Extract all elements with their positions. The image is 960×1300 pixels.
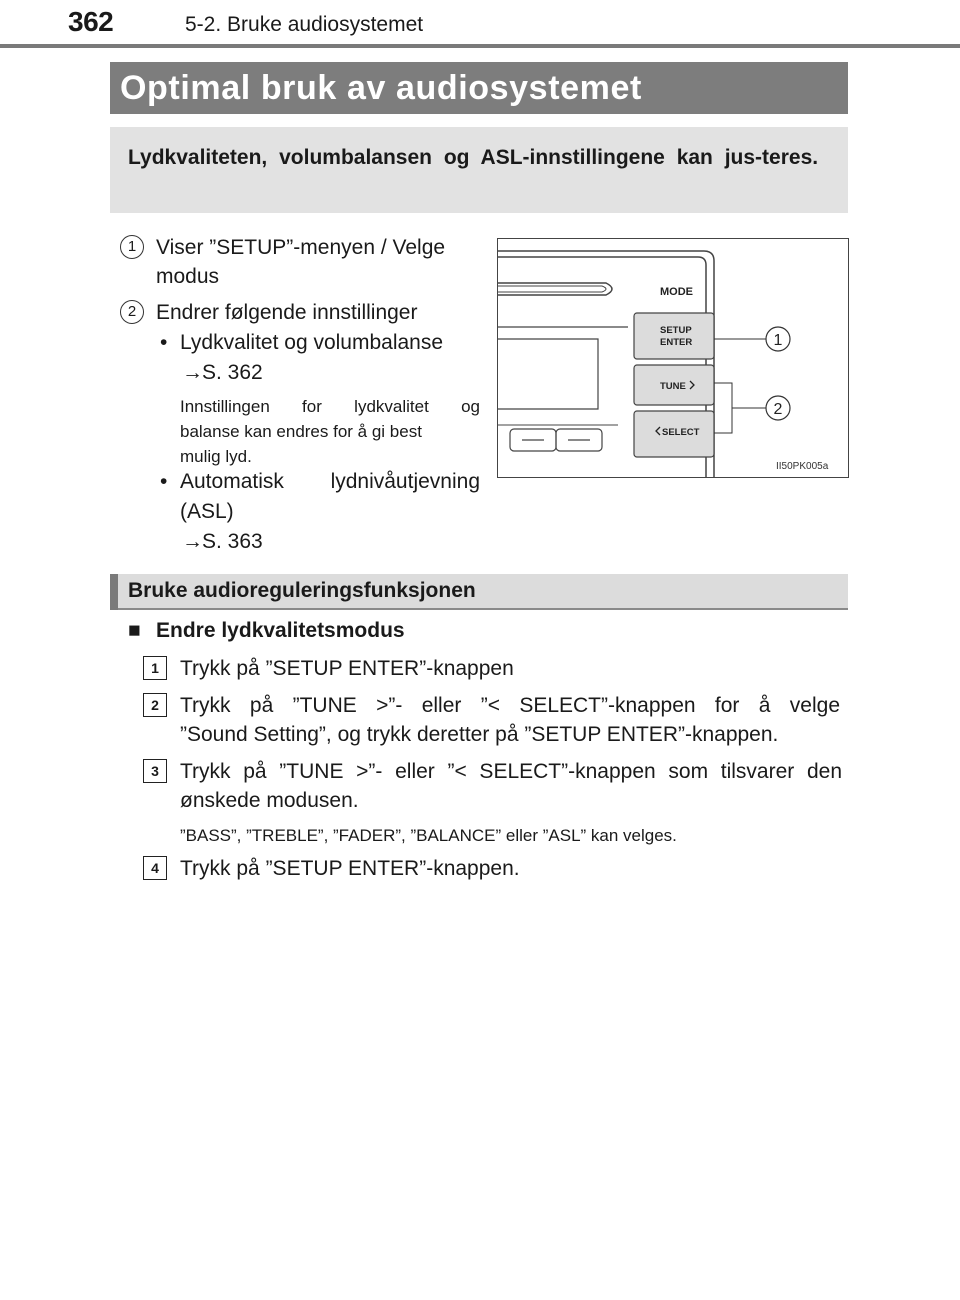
page-number: 362: [68, 6, 114, 37]
step-2-line2: ”Sound Setting”, og trykk deretter på ”SETUP ENTER”-knappen.: [180, 723, 779, 746]
subsection-title: Bruke audioreguleringsfunksjonen: [128, 579, 476, 602]
bullet-2-label-line2: (ASL): [180, 500, 234, 523]
step-1-line1: Trykk på ”SETUP ENTER”-knappen: [180, 657, 514, 680]
subsection-heading: Endre lydkvalitetsmodus: [156, 619, 405, 642]
figure-code: II50PK005a: [776, 461, 829, 472]
select-button-label: SELECT: [662, 427, 700, 438]
figure-callout-2: 2: [773, 401, 783, 418]
bullet-1-note-line2: balanse kan endres for å gi best: [180, 422, 422, 441]
step-number-2: 2: [143, 693, 167, 717]
callout-2-text: Endrer følgende innstillinger: [156, 301, 418, 324]
step-number-4: 4: [143, 856, 167, 880]
callout-number-2: 2: [120, 300, 144, 324]
step-2-line1: Trykk på ”TUNE >”- eller ”< SELECT”-knappen for å velge: [180, 694, 840, 717]
title-bar: [110, 62, 848, 114]
square-bullet-icon: ■: [128, 619, 141, 642]
callout-1-line2: modus: [156, 265, 220, 288]
bullet-1-label: Lydkvalitet og volumbalanse: [180, 331, 444, 354]
subsection-header: [110, 574, 848, 610]
audio-panel-figure: [497, 238, 849, 478]
callout-number-1: 1: [120, 235, 144, 259]
subsection-header-bar: [110, 574, 118, 610]
step-3-line2: ønskede modusen.: [180, 789, 359, 812]
intro-text: Lydkvaliteten, volumbalansen og ASL-innstillingene kan jus-teres.: [128, 146, 819, 169]
callout-1-line1: Viser ”SETUP”-menyen / Velge: [156, 236, 446, 259]
mode-button-label: MODE: [660, 286, 693, 298]
setup-button-label: SETUP: [660, 325, 692, 336]
step-number-3: 3: [143, 759, 167, 783]
header-rule: [0, 44, 960, 48]
tune-button-label: TUNE: [660, 381, 686, 392]
bullet-icon: •: [160, 331, 168, 354]
step-4-line1: Trykk på ”SETUP ENTER”-knappen.: [180, 857, 520, 880]
arrow-icon: →: [182, 530, 203, 553]
bullet-2-ref: S. 363: [202, 530, 263, 553]
bullet-2-label-line1: Automatisk lydnivåutjevning: [180, 470, 480, 493]
audio-panel-illustration: [498, 239, 848, 477]
step-3-line1: Trykk på ”TUNE >”- eller ”< SELECT”-knappen som tilsvarer den: [180, 760, 842, 783]
figure-callout-1: 1: [773, 332, 783, 349]
page-title: Optimal bruk av audiosystemet: [120, 69, 642, 107]
section-label: 5-2. Bruke audiosystemet: [185, 13, 424, 36]
intro-box: [110, 127, 848, 213]
bullet-1-ref: S. 362: [202, 361, 263, 384]
arrow-icon: →: [182, 361, 203, 384]
bullet-1-note-line3: mulig lyd.: [180, 447, 252, 466]
enter-button-label: ENTER: [660, 337, 693, 348]
bullet-1-note-line1: Innstillingen for lydkvalitet og: [180, 397, 480, 416]
bullet-icon: •: [160, 470, 168, 493]
step-number-1: 1: [143, 656, 167, 680]
step-3-note: ”BASS”, ”TREBLE”, ”FADER”, ”BALANCE” eller ”ASL” kan velges.: [180, 826, 677, 845]
